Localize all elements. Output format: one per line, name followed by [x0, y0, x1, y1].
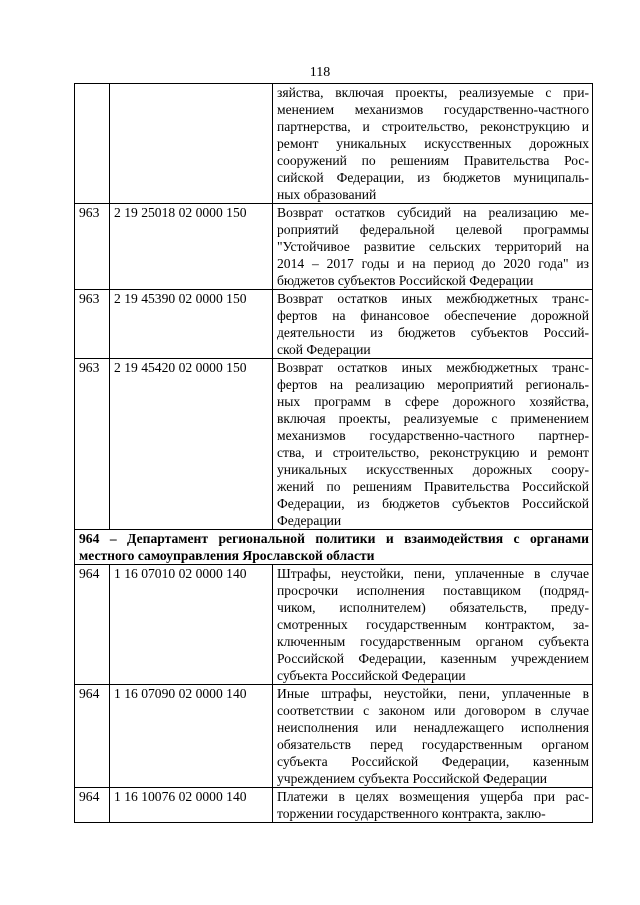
table-body [75, 84, 593, 823]
text-line: роприятий федеральной целевой программы [277, 222, 589, 237]
text-line: включая проекты, реализуемые с применением [277, 411, 589, 426]
admin-code-cell: 964 [75, 565, 110, 685]
text-line: партнерства, и строительство, реконструкцию и [277, 119, 589, 134]
text-line: уникальных искусственных дорожных соору- [277, 462, 589, 477]
text-line: Иные штрафы, неустойки, пени, уплаченные в [277, 686, 589, 701]
text-line: менением механизмов государственно-частного [277, 102, 589, 117]
table-row [75, 359, 593, 530]
table-row [75, 565, 593, 685]
text-line: смотренных государственным контрактом, за- [277, 617, 589, 632]
budget-code-cell: 1 16 10076 02 0000 140 [110, 788, 273, 823]
text-line: ных образований [277, 187, 377, 202]
table-row [75, 84, 593, 204]
table-row [75, 204, 593, 290]
admin-code-cell [75, 84, 110, 204]
admin-code-cell: 963 [75, 204, 110, 290]
budget-code-cell: 2 19 45390 02 0000 150 [110, 290, 273, 359]
text-line: Российской Федерации, казенным учреждением [277, 651, 589, 666]
text-line: субъекта Российской Федерации [277, 668, 466, 683]
text-line: местного самоуправления Ярославской области [79, 548, 375, 563]
text-line: "Устойчивое развитие сельских территорий на [277, 239, 589, 254]
text-line: Платежи в целях возмещения ущерба при рас- [277, 789, 589, 804]
text-line: 964 – Департамент региональной политики и взаимодействия с органами [79, 531, 589, 546]
text-line: фертов на реализацию мероприятий региональ- [277, 377, 589, 392]
admin-code-cell: 963 [75, 359, 110, 530]
budget-classification-table [74, 83, 593, 823]
text-line: Возврат остатков субсидий на реализацию ме- [277, 205, 589, 220]
text-line: жений по решениям Правительства Российской [277, 479, 589, 494]
text-line: ремонт уникальных искусственных дорожных [277, 136, 589, 151]
table-row [75, 788, 593, 823]
text-line: ных программ в сфере дорожного хозяйства, [277, 394, 589, 409]
budget-code-cell: 1 16 07090 02 0000 140 [110, 685, 273, 788]
text-line: сийской Федерации, из бюджетов муниципаль- [277, 170, 589, 185]
admin-code-cell: 964 [75, 788, 110, 823]
text-line: Возврат остатков иных межбюджетных транс- [277, 360, 589, 375]
description-cell [273, 204, 593, 290]
text-line: бюджетов субъектов Российской Федерации [277, 273, 534, 288]
text-line: ключенным государственным органом субъекта [277, 634, 589, 649]
text-line: ской Федерации [277, 342, 371, 357]
text-line: деятельности из бюджетов субъектов Россий- [277, 325, 589, 340]
budget-code-cell: 2 19 45420 02 0000 150 [110, 359, 273, 530]
budget-code-cell [110, 84, 273, 204]
text-line: ства, и строительство, реконструкцию и ремонт [277, 445, 589, 460]
text-line: фертов на финансовое обеспечение дорожной [277, 308, 589, 323]
text-line: Федерации [277, 513, 342, 528]
description-cell [273, 359, 593, 530]
description-cell [273, 788, 593, 823]
budget-code-cell: 2 19 25018 02 0000 150 [110, 204, 273, 290]
table-row [75, 290, 593, 359]
text-line: обязательств перед государственным органом [277, 737, 589, 752]
description-cell [273, 565, 593, 685]
text-line: механизмов государственно-частного партнер- [277, 428, 589, 443]
description-cell [273, 290, 593, 359]
text-line: зяйства, включая проекты, реализуемые с при- [277, 85, 589, 100]
section-title [75, 530, 593, 565]
text-line: Федерации, из бюджетов субъектов Российской [277, 496, 589, 511]
section-header-row [75, 530, 593, 565]
page-number: 118 [309, 65, 331, 80]
text-line: 2014 – 2017 годы и на период до 2020 года" из [277, 256, 589, 271]
budget-code-cell: 1 16 07010 02 0000 140 [110, 565, 273, 685]
description-cell [273, 685, 593, 788]
text-line: Штрафы, неустойки, пени, уплаченные в случае [277, 566, 589, 581]
text-line: торжении государственного контракта, заклю- [277, 806, 546, 821]
description-cell [273, 84, 593, 204]
admin-code-cell: 963 [75, 290, 110, 359]
text-line: субъекта Российской Федерации, казенным [277, 754, 589, 769]
text-line: сооружений по решениям Правительства Рос- [277, 153, 589, 168]
text-line: соответствии с законом или договором в случае [277, 703, 589, 718]
admin-code-cell: 964 [75, 685, 110, 788]
text-line: чиком, исполнителем) обязательств, преду- [277, 600, 589, 615]
text-line: Возврат остатков иных межбюджетных транс- [277, 291, 589, 306]
table-row [75, 685, 593, 788]
text-line: просрочки исполнения поставщиком (подряд- [277, 583, 589, 598]
text-line: учреждением субъекта Российской Федерации [277, 771, 548, 786]
text-line: неисполнения или ненадлежащего исполнения [277, 720, 589, 735]
